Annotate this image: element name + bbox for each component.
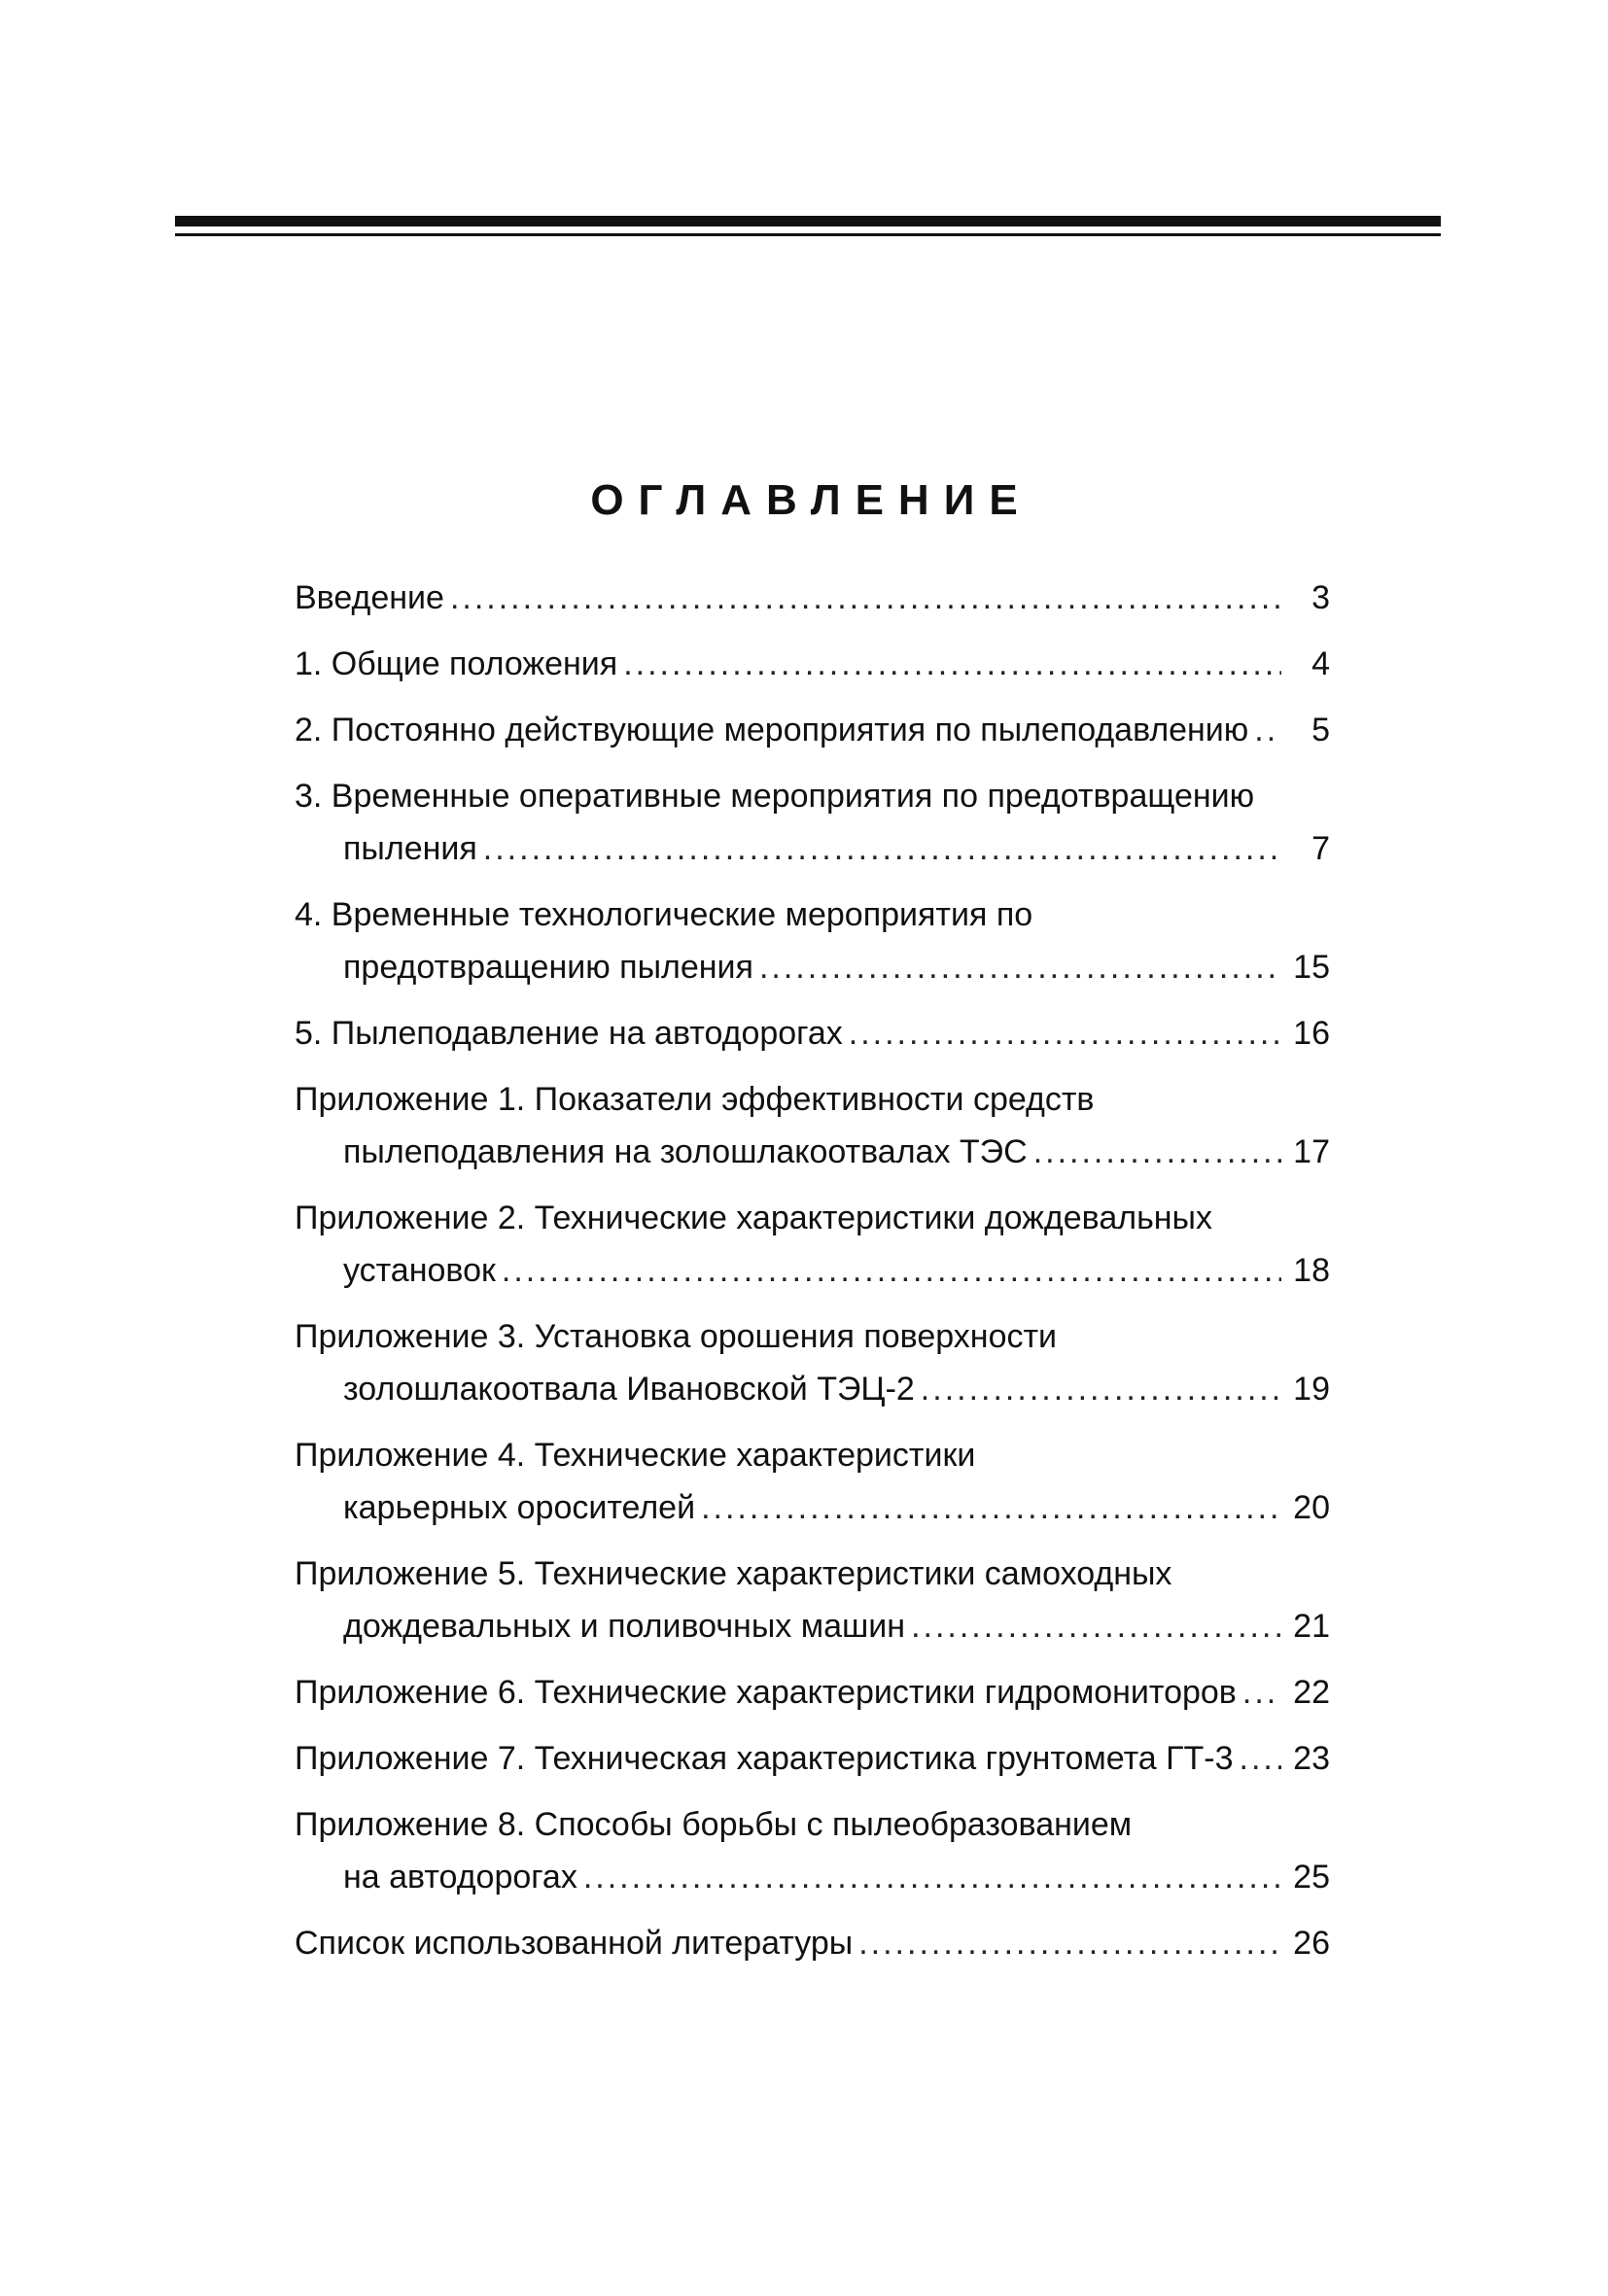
dot-leader — [1254, 704, 1281, 756]
page-number: 17 — [1293, 1133, 1330, 1170]
toc-entry-text: установок — [343, 1252, 496, 1289]
page-number: 26 — [1293, 1925, 1330, 1962]
dot-leader — [849, 1007, 1281, 1060]
toc-entry-text: золошлакоотвала Ивановской ТЭЦ-2 — [343, 1371, 915, 1408]
page-number: 20 — [1293, 1489, 1330, 1526]
toc-line — [295, 1732, 1330, 1785]
page-number: 18 — [1293, 1252, 1330, 1289]
toc-entry-text: 1. Общие положения — [295, 645, 618, 682]
toc-entry — [295, 1429, 1330, 1534]
toc-line — [295, 572, 1330, 624]
toc-line — [295, 1481, 1330, 1534]
page-number: 25 — [1293, 1859, 1330, 1896]
dot-leader — [1033, 1126, 1281, 1178]
toc-entry-heading: 3. Временные оперативные мероприятия по предотвращению — [295, 778, 1255, 815]
toc-entry — [295, 638, 1330, 690]
toc-entry-text: дождевальных и поливочных машин — [343, 1608, 906, 1645]
toc-entry-heading: 4. Временные технологические мероприятия по — [295, 896, 1033, 933]
toc-line — [295, 1917, 1330, 1969]
table-of-contents — [295, 572, 1330, 1983]
toc-line — [295, 1007, 1330, 1060]
page-number: 21 — [1293, 1608, 1330, 1645]
dot-leader — [623, 638, 1281, 690]
toc-line — [295, 704, 1330, 756]
page-number: 3 — [1311, 579, 1330, 616]
toc-entry-text: Приложение 6. Технические характеристики гидромониторов — [295, 1674, 1237, 1711]
toc-entry-text: на автодорогах — [343, 1859, 577, 1896]
toc-entry-heading: Приложение 2. Технические характеристики дождевальных — [295, 1200, 1212, 1236]
page-number: 16 — [1293, 1015, 1330, 1052]
toc-entry — [295, 1917, 1330, 1969]
toc-entry — [295, 1798, 1330, 1903]
page-number: 4 — [1311, 645, 1330, 682]
toc-entry-text: Список использованной литературы — [295, 1925, 854, 1962]
dot-leader — [583, 1851, 1281, 1903]
dot-leader — [450, 572, 1281, 624]
toc-line — [295, 1851, 1330, 1903]
toc-line — [295, 1363, 1330, 1415]
toc-entry — [295, 1732, 1330, 1785]
dot-leader — [502, 1244, 1281, 1297]
toc-entry-text: Приложение 7. Техническая характеристика грунтомета ГТ-3 — [295, 1740, 1234, 1777]
toc-entry-text: предотвращению пыления — [343, 949, 753, 986]
toc-line — [295, 1600, 1330, 1652]
toc-line — [295, 941, 1330, 993]
header-rule-thin — [175, 233, 1441, 236]
toc-line — [295, 822, 1330, 875]
toc-entry — [295, 1073, 1330, 1178]
toc-entry — [295, 1007, 1330, 1060]
toc-entry-heading: Приложение 1. Показатели эффективности средств — [295, 1081, 1095, 1118]
page-number: 23 — [1293, 1740, 1330, 1777]
header-rule-thick — [175, 216, 1441, 226]
toc-entry-text: карьерных оросителей — [343, 1489, 696, 1526]
page-number: 19 — [1293, 1371, 1330, 1408]
toc-entry-text: 5. Пылеподавление на автодорогах — [295, 1015, 843, 1052]
toc-entry — [295, 1548, 1330, 1652]
dot-leader — [1240, 1732, 1281, 1785]
toc-entry-text: Введение — [295, 579, 444, 616]
toc-entry-heading: Приложение 4. Технические характеристики — [295, 1437, 976, 1474]
toc-entry — [295, 770, 1330, 875]
toc-entry — [295, 572, 1330, 624]
page-number: 22 — [1293, 1674, 1330, 1711]
page-number: 15 — [1293, 949, 1330, 986]
toc-entry-text: пыления — [343, 830, 477, 867]
dot-leader — [759, 941, 1281, 993]
page-title: ОГЛАВЛЕНИЕ — [590, 476, 1032, 524]
toc-entry — [295, 1666, 1330, 1719]
toc-entry — [295, 704, 1330, 756]
toc-entry-text: пылеподавления на золошлакоотвалах ТЭС — [343, 1133, 1028, 1170]
dot-leader — [483, 822, 1281, 875]
page-number: 5 — [1311, 712, 1330, 748]
dot-leader — [1242, 1666, 1281, 1719]
toc-entry — [295, 1310, 1330, 1415]
toc-line — [295, 1666, 1330, 1719]
toc-entry — [295, 888, 1330, 993]
dot-leader — [858, 1917, 1281, 1969]
dot-leader — [701, 1481, 1281, 1534]
toc-entry-heading: Приложение 3. Установка орошения поверхности — [295, 1318, 1058, 1355]
toc-line — [295, 1126, 1330, 1178]
dot-leader — [921, 1363, 1281, 1415]
toc-line — [295, 638, 1330, 690]
toc-entry — [295, 1192, 1330, 1297]
toc-entry-heading: Приложение 5. Технические характеристики самоходных — [295, 1555, 1172, 1592]
toc-entry-text: 2. Постоянно действующие мероприятия по пылеподавлению — [295, 712, 1249, 748]
toc-line — [295, 1244, 1330, 1297]
toc-entry-heading: Приложение 8. Способы борьбы с пылеобразованием — [295, 1806, 1133, 1843]
page-number: 7 — [1311, 830, 1330, 867]
dot-leader — [911, 1600, 1281, 1652]
